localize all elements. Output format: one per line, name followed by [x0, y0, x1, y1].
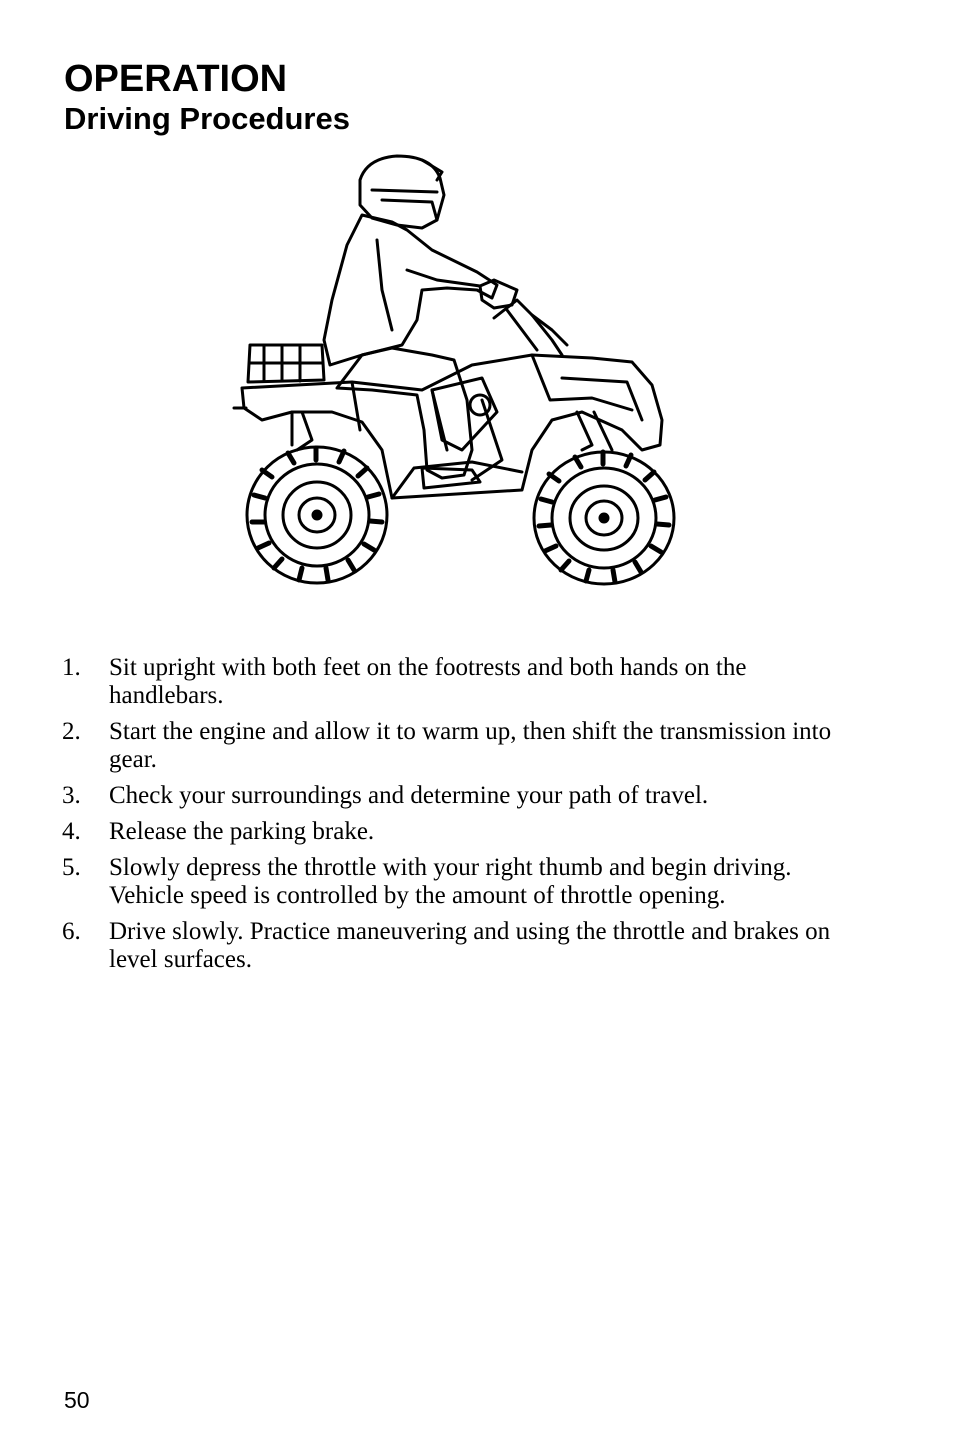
rear-rack	[248, 345, 324, 382]
list-item	[62, 782, 852, 810]
step-number: 3.	[62, 782, 81, 809]
step-text: Drive slowly. Practice maneuvering and using the throttle and brakes on level surfaces.	[109, 918, 831, 973]
list-item	[62, 918, 852, 974]
step-text: Slowly depress the throttle with your right thumb and begin driving. Vehicle speed is controlled by the amount of throttle opening.	[109, 854, 792, 909]
step-number: 6.	[62, 918, 81, 945]
page-number: 50	[64, 1387, 90, 1413]
step-number: 5.	[62, 854, 81, 881]
step-text: Check your surroundings and determine your path of travel.	[109, 782, 709, 809]
section-title: OPERATION	[64, 58, 288, 100]
step-number: 4.	[62, 818, 81, 845]
list-item	[62, 818, 852, 846]
list-item	[62, 854, 852, 910]
step-text: Sit upright with both feet on the footrests and both hands on the handlebars.	[109, 654, 747, 709]
step-number: 1.	[62, 654, 81, 681]
rider	[324, 156, 517, 488]
front-wheel	[534, 452, 674, 584]
list-item	[62, 718, 852, 774]
driving-steps-list	[62, 654, 852, 982]
atv-rider-illustration	[232, 150, 692, 590]
step-number: 2.	[62, 718, 81, 745]
step-text: Release the parking brake.	[109, 818, 375, 845]
subsection-title: Driving Procedures	[64, 101, 350, 136]
list-item	[62, 654, 852, 710]
step-text: Start the engine and allow it to warm up, then shift the transmission into gear.	[109, 718, 832, 773]
handlebars	[494, 300, 567, 355]
rear-wheel	[247, 447, 387, 583]
